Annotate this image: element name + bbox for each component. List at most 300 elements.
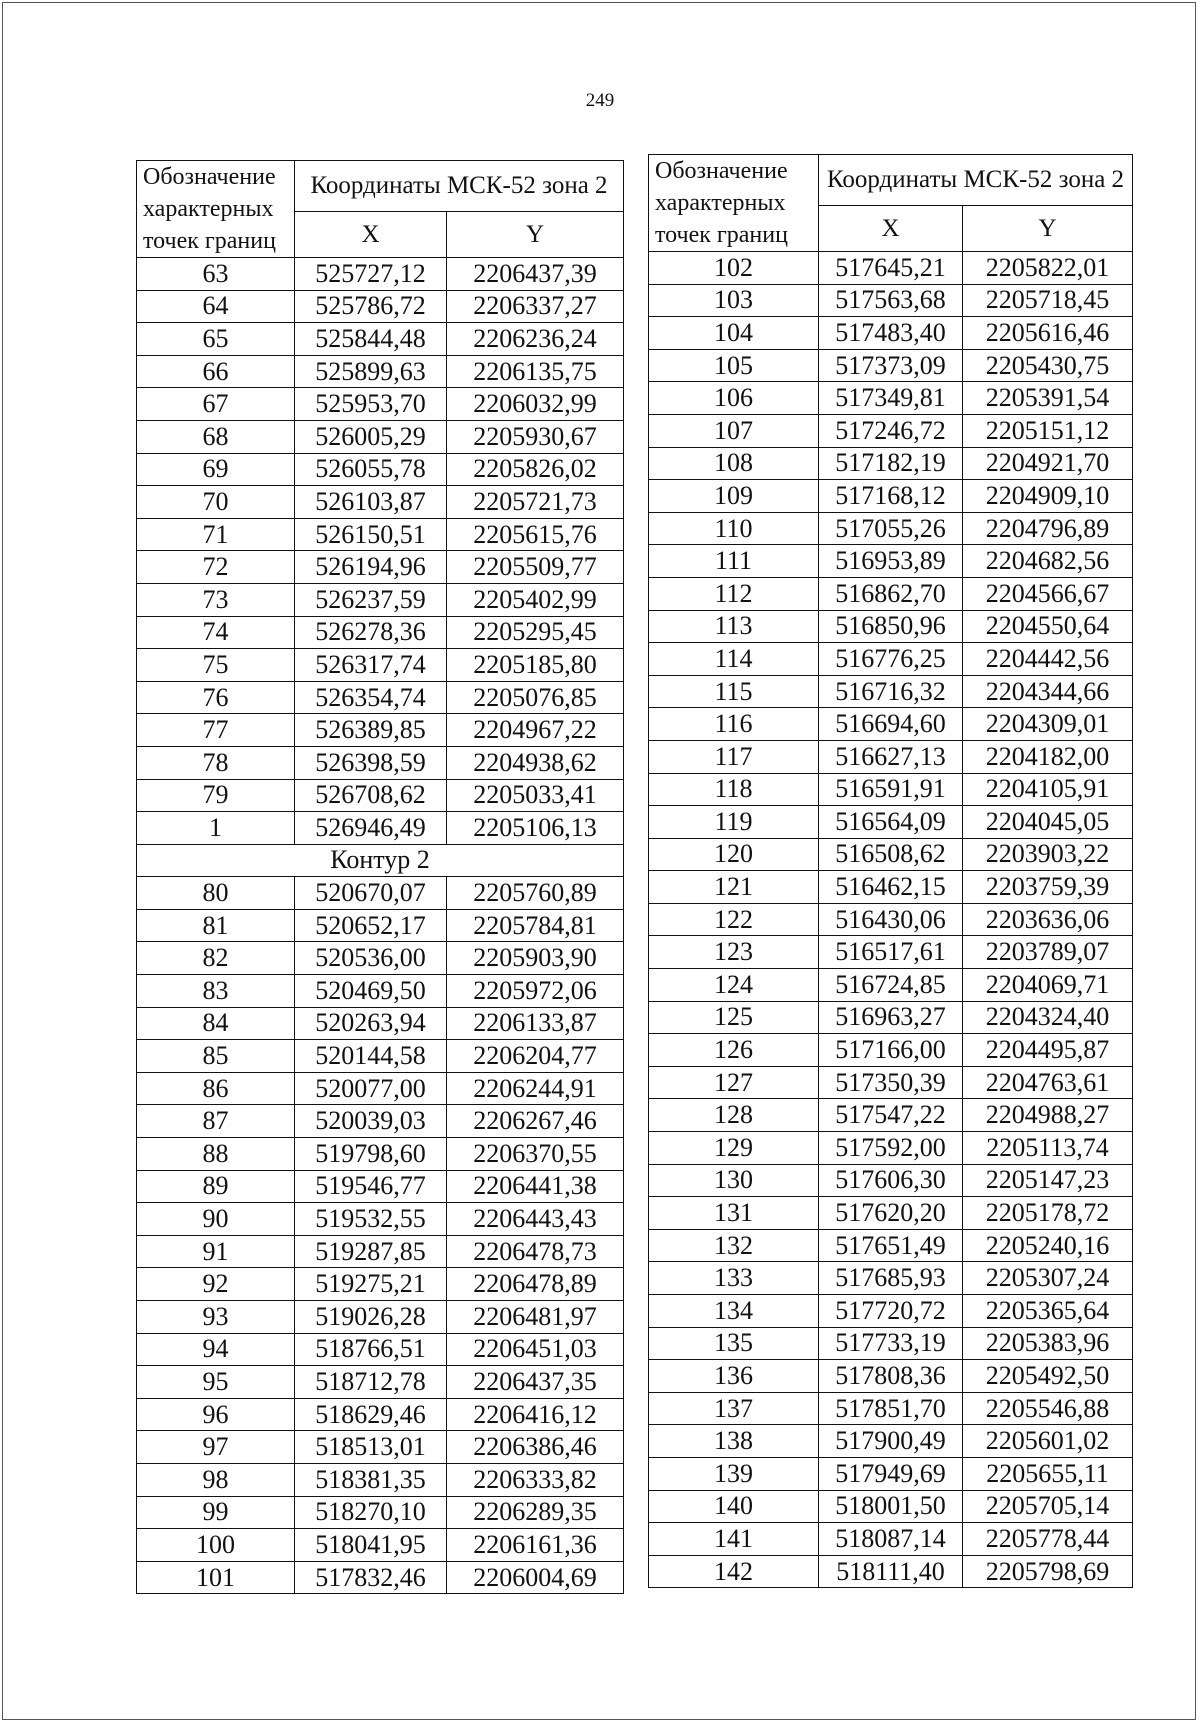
coord-y: 2206004,69 [447, 1561, 624, 1594]
table-row [137, 290, 624, 323]
coord-y: 2205402,99 [447, 583, 624, 616]
table-row [137, 1170, 624, 1203]
coord-y: 2205185,80 [447, 649, 624, 682]
table-row [137, 1007, 624, 1040]
point-number: 75 [137, 649, 295, 682]
point-number: 91 [137, 1235, 295, 1268]
coordinates-table-right [648, 154, 1133, 1588]
coord-y: 2204495,87 [963, 1034, 1133, 1067]
table-row [137, 779, 624, 812]
coord-x: 517563,68 [819, 284, 963, 317]
coord-y: 2205365,64 [963, 1295, 1133, 1328]
coord-y: 2204988,27 [963, 1099, 1133, 1132]
coord-y: 2204309,01 [963, 708, 1133, 741]
table-row [649, 349, 1133, 382]
point-number: 78 [137, 746, 295, 779]
coord-x: 516776,25 [819, 643, 963, 676]
table-row [649, 708, 1133, 741]
point-number: 124 [649, 969, 819, 1002]
point-number: 102 [649, 252, 819, 285]
coord-y: 2205492,50 [963, 1360, 1133, 1393]
table-row [649, 1392, 1133, 1425]
coord-y: 2204796,89 [963, 512, 1133, 545]
table-row [649, 903, 1133, 936]
point-number: 92 [137, 1268, 295, 1301]
coord-x: 516716,32 [819, 675, 963, 708]
coord-y: 2204967,22 [447, 714, 624, 747]
point-number: 63 [137, 258, 295, 291]
point-number: 137 [649, 1392, 819, 1425]
table-row [649, 1425, 1133, 1458]
coord-x: 517349,81 [819, 382, 963, 415]
table-row [649, 610, 1133, 643]
coord-x: 517350,39 [819, 1066, 963, 1099]
point-number: 134 [649, 1295, 819, 1328]
point-number: 99 [137, 1496, 295, 1529]
header-y: Y [447, 212, 624, 258]
coord-y: 2205307,24 [963, 1262, 1133, 1295]
table-row [137, 1268, 624, 1301]
table-row [649, 284, 1133, 317]
table-row [649, 1555, 1133, 1588]
table-row [137, 1040, 624, 1073]
coord-y: 2205972,06 [447, 975, 624, 1008]
point-number: 122 [649, 903, 819, 936]
coord-x: 519798,60 [295, 1138, 447, 1171]
coord-x: 526055,78 [295, 453, 447, 486]
coord-x: 525953,70 [295, 388, 447, 421]
table-row [137, 877, 624, 910]
table-row [649, 382, 1133, 415]
coord-x: 518513,01 [295, 1431, 447, 1464]
coord-x: 526194,96 [295, 551, 447, 584]
coord-x: 526005,29 [295, 420, 447, 453]
table-row [137, 551, 624, 584]
coord-x: 526389,85 [295, 714, 447, 747]
page-number: 249 [585, 90, 615, 111]
point-number: 71 [137, 518, 295, 551]
table-row [649, 1099, 1133, 1132]
coord-y: 2205240,16 [963, 1229, 1133, 1262]
point-number: 113 [649, 610, 819, 643]
header-point-label: Обозначение характерных точек границ [137, 161, 295, 258]
table-row [649, 252, 1133, 285]
table-row [137, 1301, 624, 1334]
header-coordinates: Координаты МСК-52 зона 2 [819, 155, 1133, 206]
coord-y: 2205930,67 [447, 420, 624, 453]
coord-y: 2205546,88 [963, 1392, 1133, 1425]
table-row [649, 936, 1133, 969]
coord-x: 525844,48 [295, 323, 447, 356]
table-row [649, 1327, 1133, 1360]
point-number: 90 [137, 1203, 295, 1236]
table-row [649, 1001, 1133, 1034]
coord-y: 2204763,61 [963, 1066, 1133, 1099]
coord-y: 2206386,46 [447, 1431, 624, 1464]
coord-y: 2206337,27 [447, 290, 624, 323]
table-row [137, 1398, 624, 1431]
point-number: 110 [649, 512, 819, 545]
coord-y: 2204182,00 [963, 740, 1133, 773]
point-number: 126 [649, 1034, 819, 1067]
point-number: 85 [137, 1040, 295, 1073]
point-number: 96 [137, 1398, 295, 1431]
table-row [137, 746, 624, 779]
point-number: 123 [649, 936, 819, 969]
coord-x: 518001,50 [819, 1490, 963, 1523]
coord-x: 518766,51 [295, 1333, 447, 1366]
coord-x: 517373,09 [819, 349, 963, 382]
coord-x: 526237,59 [295, 583, 447, 616]
table-row [649, 1490, 1133, 1523]
table-row [137, 388, 624, 421]
coord-x: 516462,15 [819, 871, 963, 904]
point-number: 88 [137, 1138, 295, 1171]
table-row [649, 740, 1133, 773]
point-number: 72 [137, 551, 295, 584]
coord-x: 517808,36 [819, 1360, 963, 1393]
table-row [137, 649, 624, 682]
coord-x: 518381,35 [295, 1463, 447, 1496]
coord-y: 2205601,02 [963, 1425, 1133, 1458]
point-number: 129 [649, 1132, 819, 1165]
point-number: 70 [137, 486, 295, 519]
coord-y: 2205295,45 [447, 616, 624, 649]
table-header [649, 155, 1133, 252]
coord-y: 2206032,99 [447, 388, 624, 421]
coord-x: 517246,72 [819, 414, 963, 447]
coord-y: 2205151,12 [963, 414, 1133, 447]
point-number: 142 [649, 1555, 819, 1588]
coord-x: 517900,49 [819, 1425, 963, 1458]
table-row [649, 1523, 1133, 1556]
section-title: Контур 2 [137, 844, 624, 877]
coord-y: 2206244,91 [447, 1072, 624, 1105]
coord-x: 519532,55 [295, 1203, 447, 1236]
point-number: 109 [649, 480, 819, 513]
coord-y: 2204069,71 [963, 969, 1133, 1002]
point-number: 100 [137, 1529, 295, 1562]
coord-y: 2205784,81 [447, 909, 624, 942]
coord-x: 520039,03 [295, 1105, 447, 1138]
table-row [649, 969, 1133, 1002]
coord-y: 2204442,56 [963, 643, 1133, 676]
table-row [649, 1295, 1133, 1328]
table-row [649, 1229, 1133, 1262]
coord-y: 2203636,06 [963, 903, 1133, 936]
coord-y: 2204909,10 [963, 480, 1133, 513]
coord-x: 518041,95 [295, 1529, 447, 1562]
coordinates-table-left [136, 160, 624, 1594]
coord-y: 2205718,45 [963, 284, 1133, 317]
coord-x: 517832,46 [295, 1561, 447, 1594]
coord-y: 2205076,85 [447, 681, 624, 714]
point-number: 76 [137, 681, 295, 714]
coord-y: 2205826,02 [447, 453, 624, 486]
coord-y: 2205615,76 [447, 518, 624, 551]
coord-x: 516850,96 [819, 610, 963, 643]
coord-x: 517592,00 [819, 1132, 963, 1165]
table-row [649, 1164, 1133, 1197]
table-row [137, 583, 624, 616]
point-number: 86 [137, 1072, 295, 1105]
coord-x: 518111,40 [819, 1555, 963, 1588]
coord-y: 2205383,96 [963, 1327, 1133, 1360]
point-number: 108 [649, 447, 819, 480]
coord-x: 520469,50 [295, 975, 447, 1008]
coord-y: 2206478,89 [447, 1268, 624, 1301]
coord-y: 2206451,03 [447, 1333, 624, 1366]
coord-x: 516963,27 [819, 1001, 963, 1034]
coord-x: 518629,46 [295, 1398, 447, 1431]
point-number: 84 [137, 1007, 295, 1040]
point-number: 73 [137, 583, 295, 616]
point-number: 115 [649, 675, 819, 708]
coord-y: 2204324,40 [963, 1001, 1133, 1034]
coord-y: 2206437,35 [447, 1366, 624, 1399]
table-row [137, 355, 624, 388]
point-number: 81 [137, 909, 295, 942]
header-point-label: Обозначение характерных точек границ [649, 155, 819, 252]
coord-y: 2204566,67 [963, 577, 1133, 610]
coord-y: 2205113,74 [963, 1132, 1133, 1165]
point-number: 101 [137, 1561, 295, 1594]
table-row [137, 1366, 624, 1399]
table-row [137, 1529, 624, 1562]
coord-y: 2206135,75 [447, 355, 624, 388]
coord-x: 516430,06 [819, 903, 963, 936]
coord-y: 2206437,39 [447, 258, 624, 291]
table-row [137, 1235, 624, 1268]
coord-x: 520077,00 [295, 1072, 447, 1105]
table-row [649, 1066, 1133, 1099]
point-number: 1 [137, 812, 295, 845]
point-number: 132 [649, 1229, 819, 1262]
table-row [137, 1333, 624, 1366]
point-number: 80 [137, 877, 295, 910]
point-number: 105 [649, 349, 819, 382]
point-number: 106 [649, 382, 819, 415]
coord-x: 516627,13 [819, 740, 963, 773]
point-number: 87 [137, 1105, 295, 1138]
coord-x: 520144,58 [295, 1040, 447, 1073]
coord-x: 525727,12 [295, 258, 447, 291]
table-row [649, 871, 1133, 904]
coord-y: 2206236,24 [447, 323, 624, 356]
point-number: 98 [137, 1463, 295, 1496]
coord-y: 2206370,55 [447, 1138, 624, 1171]
point-number: 136 [649, 1360, 819, 1393]
point-number: 69 [137, 453, 295, 486]
header-x: X [819, 206, 963, 252]
point-number: 93 [137, 1301, 295, 1334]
table-row [137, 714, 624, 747]
table-row [137, 258, 624, 291]
point-number: 141 [649, 1523, 819, 1556]
point-number: 68 [137, 420, 295, 453]
point-number: 83 [137, 975, 295, 1008]
coord-x: 520536,00 [295, 942, 447, 975]
coord-y: 2204105,91 [963, 773, 1133, 806]
point-number: 112 [649, 577, 819, 610]
point-number: 138 [649, 1425, 819, 1458]
table-row [649, 1262, 1133, 1295]
table-row [137, 975, 624, 1008]
coord-x: 520670,07 [295, 877, 447, 910]
header-x: X [295, 212, 447, 258]
coord-x: 526278,36 [295, 616, 447, 649]
coord-y: 2206416,12 [447, 1398, 624, 1431]
coord-y: 2205760,89 [447, 877, 624, 910]
coord-x: 517851,70 [819, 1392, 963, 1425]
point-number: 66 [137, 355, 295, 388]
coord-y: 2205705,14 [963, 1490, 1133, 1523]
coord-y: 2205903,90 [447, 942, 624, 975]
point-number: 140 [649, 1490, 819, 1523]
coord-y: 2206267,46 [447, 1105, 624, 1138]
table-row [649, 838, 1133, 871]
coord-y: 2206133,87 [447, 1007, 624, 1040]
point-number: 94 [137, 1333, 295, 1366]
coord-x: 517685,93 [819, 1262, 963, 1295]
coord-y: 2203789,07 [963, 936, 1133, 969]
table-row [137, 1431, 624, 1464]
table-row [137, 681, 624, 714]
coord-x: 520652,17 [295, 909, 447, 942]
coord-x: 526103,87 [295, 486, 447, 519]
coord-x: 517606,30 [819, 1164, 963, 1197]
coord-y: 2206478,73 [447, 1235, 624, 1268]
coord-x: 518712,78 [295, 1366, 447, 1399]
table-row [649, 1457, 1133, 1490]
point-number: 107 [649, 414, 819, 447]
coord-x: 517651,49 [819, 1229, 963, 1262]
coord-x: 516508,62 [819, 838, 963, 871]
table-row [137, 1072, 624, 1105]
coord-y: 2206161,36 [447, 1529, 624, 1562]
coord-x: 517949,69 [819, 1457, 963, 1490]
point-number: 121 [649, 871, 819, 904]
table-row [649, 447, 1133, 480]
table-row [649, 317, 1133, 350]
coord-x: 517483,40 [819, 317, 963, 350]
table-row [137, 1203, 624, 1236]
table-row [649, 1034, 1133, 1067]
point-number: 95 [137, 1366, 295, 1399]
coord-x: 526150,51 [295, 518, 447, 551]
point-number: 139 [649, 1457, 819, 1490]
table-row [137, 420, 624, 453]
coord-x: 517166,00 [819, 1034, 963, 1067]
coord-y: 2205721,73 [447, 486, 624, 519]
table-row [649, 512, 1133, 545]
point-number: 117 [649, 740, 819, 773]
table-row [649, 773, 1133, 806]
table-body [649, 252, 1133, 1588]
header-y: Y [963, 206, 1133, 252]
coord-x: 516862,70 [819, 577, 963, 610]
table-row [649, 480, 1133, 513]
table-body [137, 258, 624, 1594]
table-row [137, 1561, 624, 1594]
coord-y: 2205147,23 [963, 1164, 1133, 1197]
point-number: 111 [649, 545, 819, 578]
coord-x: 518087,14 [819, 1523, 963, 1556]
coord-x: 516564,09 [819, 806, 963, 839]
coord-x: 526398,59 [295, 746, 447, 779]
table-row [137, 453, 624, 486]
coord-x: 516724,85 [819, 969, 963, 1002]
table-row [649, 577, 1133, 610]
coord-x: 517547,22 [819, 1099, 963, 1132]
table-row [137, 518, 624, 551]
point-number: 118 [649, 773, 819, 806]
table-row [137, 1463, 624, 1496]
point-number: 65 [137, 323, 295, 356]
table-header [137, 161, 624, 258]
coord-y: 2204045,05 [963, 806, 1133, 839]
coord-y: 2203903,22 [963, 838, 1133, 871]
point-number: 103 [649, 284, 819, 317]
coord-x: 519026,28 [295, 1301, 447, 1334]
point-number: 82 [137, 942, 295, 975]
table-row [137, 1105, 624, 1138]
point-number: 135 [649, 1327, 819, 1360]
table-row [137, 323, 624, 356]
coord-y: 2204938,62 [447, 746, 624, 779]
coord-x: 517720,72 [819, 1295, 963, 1328]
table-row [649, 414, 1133, 447]
coord-x: 526354,74 [295, 681, 447, 714]
coord-y: 2205033,41 [447, 779, 624, 812]
table-row [649, 545, 1133, 578]
coord-x: 517733,19 [819, 1327, 963, 1360]
table-row [137, 616, 624, 649]
point-number: 127 [649, 1066, 819, 1099]
coord-y: 2206333,82 [447, 1463, 624, 1496]
coord-y: 2205616,46 [963, 317, 1133, 350]
point-number: 119 [649, 806, 819, 839]
table-row [649, 1197, 1133, 1230]
coord-x: 526946,49 [295, 812, 447, 845]
table-row [649, 643, 1133, 676]
point-number: 79 [137, 779, 295, 812]
table-row [137, 1138, 624, 1171]
coord-x: 526317,74 [295, 649, 447, 682]
coord-y: 2206289,35 [447, 1496, 624, 1529]
coord-x: 517182,19 [819, 447, 963, 480]
table-row [649, 675, 1133, 708]
coord-y: 2205391,54 [963, 382, 1133, 415]
coord-y: 2206441,38 [447, 1170, 624, 1203]
point-number: 131 [649, 1197, 819, 1230]
coord-y: 2206204,77 [447, 1040, 624, 1073]
table-row [649, 806, 1133, 839]
point-number: 97 [137, 1431, 295, 1464]
coord-y: 2206443,43 [447, 1203, 624, 1236]
coord-y: 2203759,39 [963, 871, 1133, 904]
section-row [137, 844, 624, 877]
point-number: 104 [649, 317, 819, 350]
point-number: 77 [137, 714, 295, 747]
table-row [137, 812, 624, 845]
coord-y: 2205778,44 [963, 1523, 1133, 1556]
coord-x: 517055,26 [819, 512, 963, 545]
point-number: 120 [649, 838, 819, 871]
coord-x: 517620,20 [819, 1197, 963, 1230]
point-number: 89 [137, 1170, 295, 1203]
coord-x: 518270,10 [295, 1496, 447, 1529]
